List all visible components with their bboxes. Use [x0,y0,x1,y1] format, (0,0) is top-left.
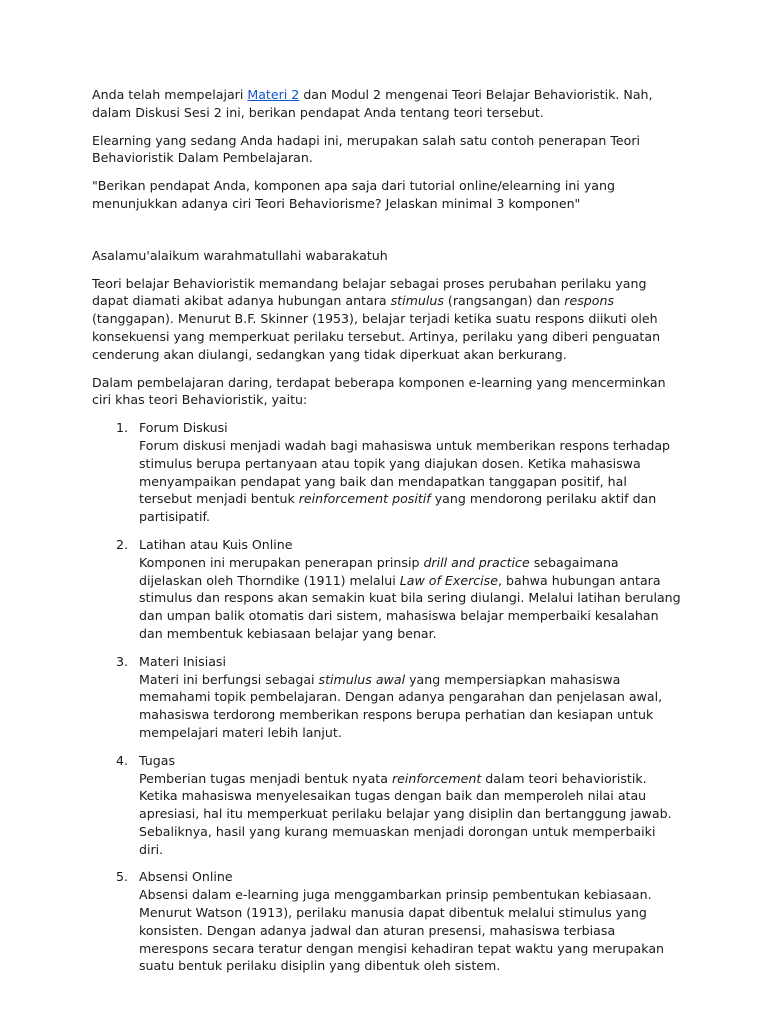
item-title: Absensi Online [139,869,233,885]
list-item [92,536,682,643]
item-number: 5. [116,869,129,885]
greeting: Asalamu'alaikum warahmatullahi wabarakatuh [92,247,388,263]
item-title: Tugas [139,752,176,768]
discussion-question: "Berikan pendapat Anda, komponen apa saja dari tutorial online/elearning ini yang menunjukkan adanya ciri Teori Behaviorisme? Jelaskan minimal 3 komponen" [92,178,615,211]
item-title: Materi Inisiasi [139,653,226,669]
item-number: 1. [116,420,129,436]
intro-paragraph-2: Elearning yang sedang Anda hadapi ini, merupakan salah satu contoh penerapan Teori Behavioristik Dalam Pembelajaran. [92,132,641,166]
list-item [92,653,682,742]
list-item [92,752,682,859]
item-number: 3. [116,653,129,669]
list-item [92,868,682,975]
materi-2-link[interactable]: Materi 2 [247,87,300,102]
item-number: 2. [116,536,129,552]
section-spacer [92,223,682,247]
item-body: Komponen ini merupakan penerapan prinsip drill and practice sebagaimana dijelaskan oleh Thorndike (1911) melalui Law of Exercise, bahwa hubungan antara stimulus dan respons akan semakin kuat bila sering diulangi. Melalui latihan berulang dan umpan balik otomatis dari sistem, mahasiswa belajar memperbaiki kesalahan dan membentuk kebiasaan belajar yang benar. [139,554,681,641]
component-list [92,419,682,975]
answer-paragraph-1: Teori belajar Behavioristik memandang belajar sebagai proses perubahan perilaku yang dapat diamati akibat adanya hubungan antara stimulus (rangsangan) dan respons (tanggapan). Menurut B.F. Skinner (1953), belajar terjadi ketika suatu respons diikuti oleh konsekuensi yang memperkuat perilaku tersebut. Artinya, perilaku yang diberi penguatan cenderung akan diulangi, sedangkan yang tidak diperkuat akan berkurang. [92,275,661,362]
item-body: Absensi dalam e-learning juga menggambarkan prinsip pembentukan kebiasaan. Menurut Watson (1913), perilaku manusia dapat dibentuk melalui stimulus yang konsisten. Dengan adanya jadwal dan aturan presensi, mahasiswa terbiasa merespons secara teratur dengan mengisi kehadiran tepat waktu yang merupakan suatu bentuk perilaku disiplin yang dibentuk oleh sistem. [139,887,665,974]
document-page [92,86,682,985]
item-title: Latihan atau Kuis Online [139,536,293,552]
answer-paragraph-2: Dalam pembelajaran daring, terdapat beberapa komponen e-learning yang mencerminkan ciri khas teori Behavioristik, yaitu: [92,374,666,408]
list-item [92,419,682,526]
item-body: Pemberian tugas menjadi bentuk nyata reinforcement dalam teori behavioristik. Ketika mahasiswa menyelesaikan tugas dengan baik dan memperoleh nilai atau apresiasi, hal itu memperkuat perilaku belajar yang disiplin dan bertanggung jawab. Sebaliknya, hasil yang kurang memuaskan menjadi dorongan untuk memperbaiki diri. [139,770,672,857]
intro-paragraph-1: Anda telah mempelajari Materi 2 dan Modul 2 mengenai Teori Belajar Behavioristik. Nah, dalam Diskusi Sesi 2 ini, berikan pendapat Anda tentang teori tersebut. [92,87,653,120]
item-number: 4. [116,752,129,768]
item-body: Materi ini berfungsi sebagai stimulus awal yang mempersiapkan mahasiswa memahami topik pembelajaran. Dengan adanya pengarahan dan penjelasan awal, mahasiswa terdorong memberikan respons berupa perhatian dan kesiapan untuk mempelajari materi lebih lanjut. [139,671,663,740]
item-body: Forum diskusi menjadi wadah bagi mahasiswa untuk memberikan respons terhadap stimulus berupa pertanyaan atau topik yang diajukan dosen. Ketika mahasiswa menyampaikan pendapat yang baik dan mendapatkan tanggapan positif, hal tersebut menjadi bentuk reinforcement positif yang mendorong perilaku aktif dan partisipatif. [139,437,671,525]
item-title: Forum Diskusi [139,420,228,436]
